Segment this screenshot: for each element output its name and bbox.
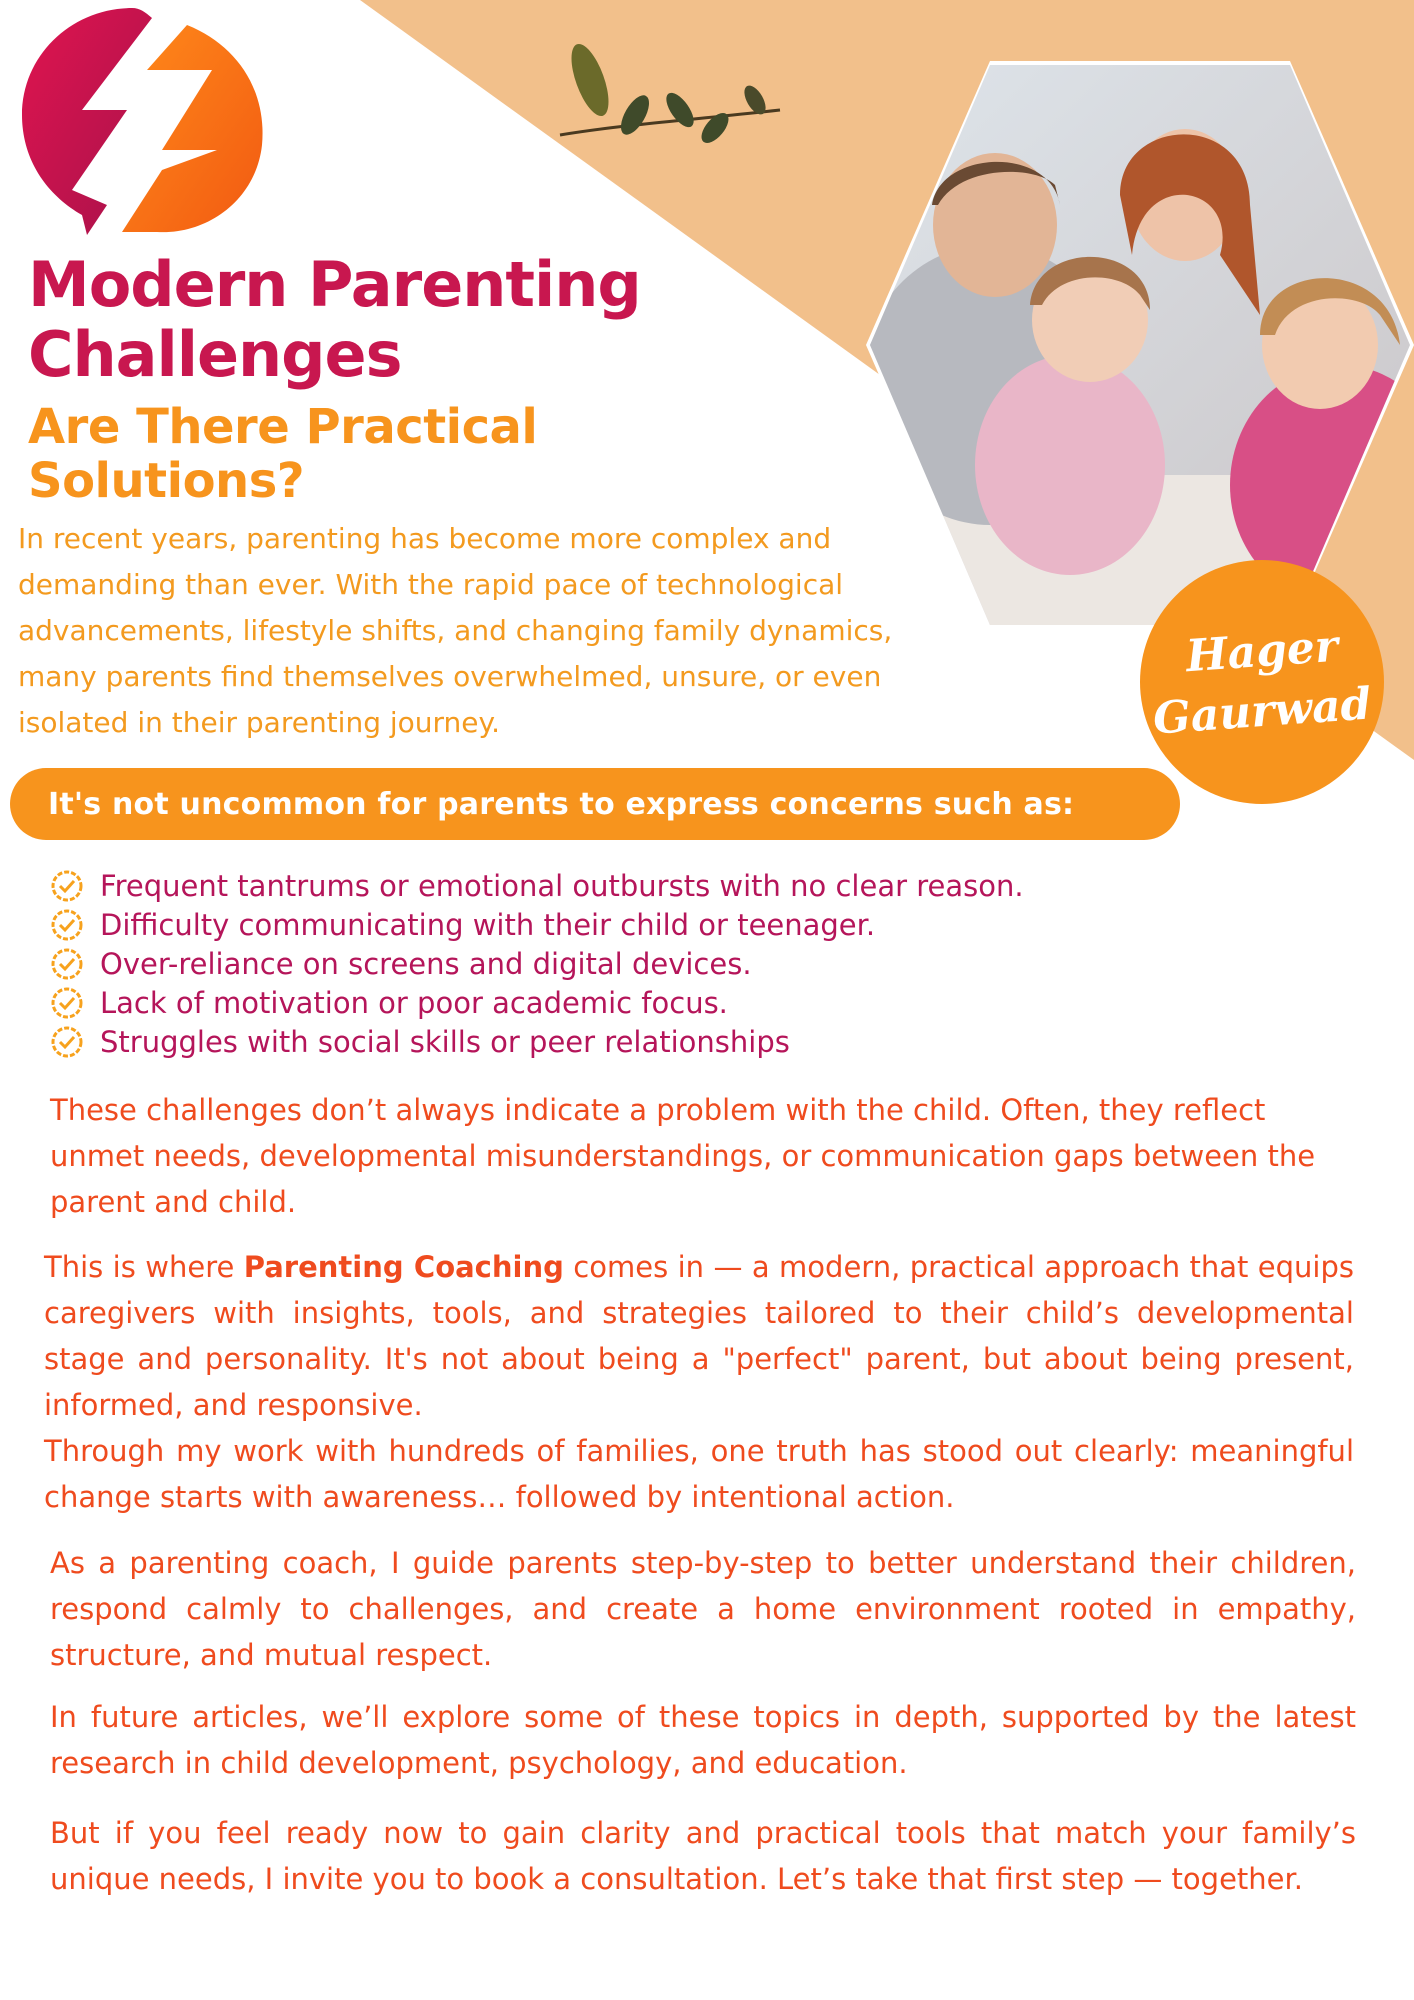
list-item-text: Struggles with social skills or peer relationships [100,1024,790,1059]
p2-continuation-text: Through my work with hundreds of families, one truth has stood out clearly: meaningful change starts with awareness… followed by intentional action. [44,1434,1354,1514]
page-title [28,250,668,390]
body-paragraph-4: In future articles, we’ll explore some of these topics in depth, supported by the latest research in child development, psychology, and education. [50,1700,1356,1780]
p2-lead-text: This is where [44,1250,244,1284]
concerns-list [50,866,1024,1061]
list-item [50,983,1024,1022]
intro-paragraph: In recent years, parenting has become more complex and demanding than ever. With the rapid pace of technological advancements, lifestyle shifts, and changing family dynamics, many parents find themselves overwhelmed, unsure, or even isolated in their parenting journey. [18,522,893,739]
brand-logo-icon [12,0,272,240]
list-item [50,866,1024,905]
p2-rest-text: comes in — a modern, practical approach that equips caregivers with insights, tools, and strategies tailored to their child’s developmental stage and personality. It's not about being a "perfect" parent, but about being present, informed, and responsive. [44,1250,1355,1422]
plant-decoration-icon [540,40,800,170]
concerns-banner-text: It's not uncommon for parents to express concerns such as: [48,786,1075,822]
page-subtitle [28,400,588,508]
parenting-coaching-highlight: Parenting Coaching [243,1250,564,1284]
body-paragraph-1: These challenges don’t always indicate a problem with the child. Often, they reflect unmet needs, developmental misunderstandings, or communication gaps between the parent and child. [50,1093,1316,1219]
signature-badge [1140,560,1384,804]
check-badge-icon [50,1025,84,1059]
check-badge-icon [50,869,84,903]
signature-first-name: Hager [1184,620,1340,683]
list-item-text: Over-reliance on screens and digital devices. [100,946,752,981]
concerns-banner [10,768,1180,840]
title-text: Modern Parenting Challenges [28,248,641,391]
check-badge-icon [50,908,84,942]
signature-last-name: Gaurwad [1151,678,1373,745]
check-badge-icon [50,986,84,1020]
list-item [50,1022,1024,1061]
list-item [50,905,1024,944]
list-item [50,944,1024,983]
list-item-text: Difficulty communicating with their child or teenager. [100,907,876,942]
body-paragraph-3: As a parenting coach, I guide parents step-by-step to better understand their children, respond calmly to challenges, and create a home environment rooted in empathy, structure, and mutual respect. [50,1546,1356,1672]
body-paragraph-2 [44,1244,1354,1520]
subtitle-text: Are There Practical Solutions? [28,399,538,509]
check-badge-icon [50,947,84,981]
body-paragraph-5: But if you feel ready now to gain clarity and practical tools that match your family’s unique needs, I invite you to book a consultation. Let’s take that first step — together. [50,1816,1356,1896]
list-item-text: Lack of motivation or poor academic focus. [100,985,728,1020]
list-item-text: Frequent tantrums or emotional outbursts with no clear reason. [100,868,1024,903]
